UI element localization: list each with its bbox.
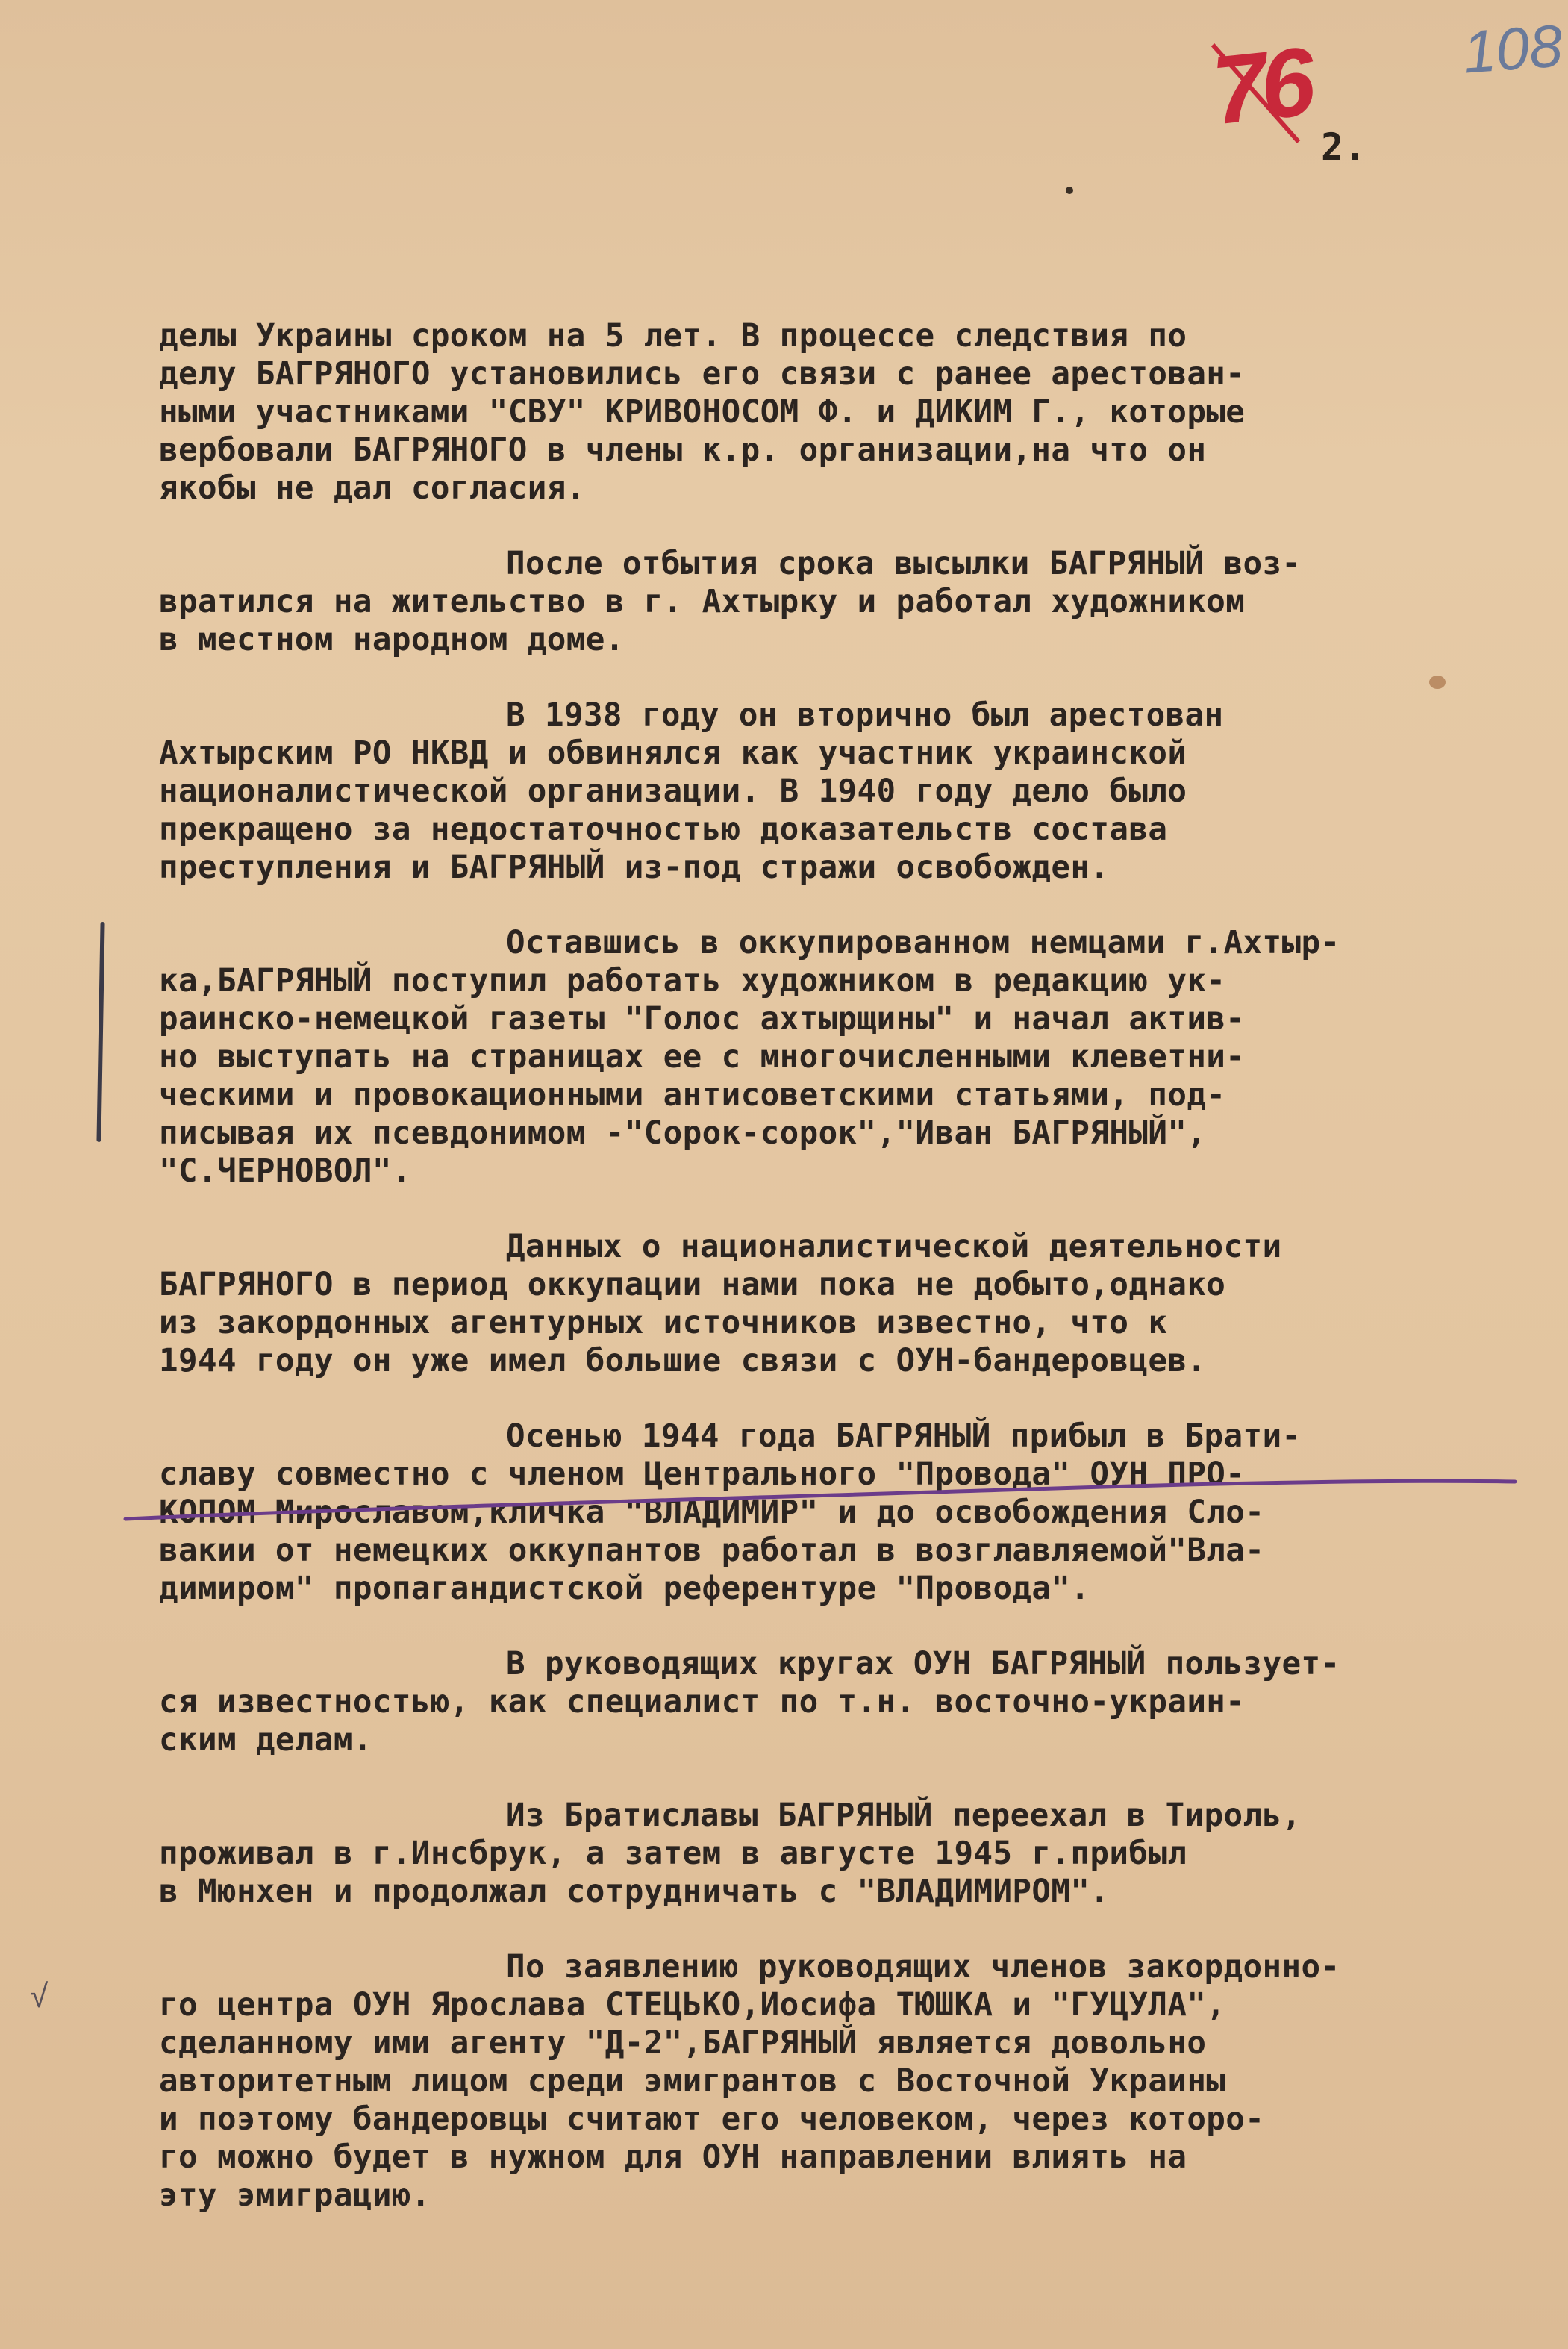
text-line <box>159 1456 1536 1494</box>
text-line <box>159 1417 1536 1456</box>
paragraph <box>159 545 1536 659</box>
line-text: писывая их псевдонимом -"Сорок-сорок","Иван БАГРЯНЫЙ", <box>159 1115 1207 1152</box>
line-text: сделанному ими агенту "Д-2",БАГРЯНЫЙ является довольно <box>159 2025 1207 2062</box>
line-text: Осенью 1944 года БАГРЯНЫЙ прибыл в Брати- <box>506 1418 1302 1455</box>
text-line <box>159 696 1536 734</box>
text-line <box>159 1304 1536 1342</box>
paragraph <box>159 1228 1536 1380</box>
page-number: 2. <box>1321 125 1366 169</box>
text-line <box>159 1152 1536 1191</box>
ink-dot <box>1066 187 1073 194</box>
text-line <box>159 962 1536 1000</box>
text-line <box>159 1114 1536 1152</box>
line-text: Из Братиславы БАГРЯНЫЙ переехал в Тироль, <box>506 1797 1302 1834</box>
line-text: вакии от немецких оккупантов работал в возглавляемой"Вла- <box>159 1532 1265 1569</box>
text-line <box>159 1797 1536 1835</box>
text-line <box>159 1835 1536 1873</box>
line-text: но выступать на страницах ее с многочисленными клеветни- <box>159 1039 1246 1076</box>
text-line <box>159 545 1536 583</box>
paragraph <box>159 1948 1536 2215</box>
text-line <box>159 1228 1536 1266</box>
line-text: 1944 году он уже имел большие связи с ОУН-бандеровцев. <box>159 1343 1207 1379</box>
text-line <box>159 1266 1536 1304</box>
line-text: в местном народном доме. <box>159 622 625 658</box>
line-text: раинско-немецкой газеты "Голос ахтырщины" и начал актив- <box>159 1001 1246 1038</box>
paragraph <box>159 696 1536 887</box>
document-body <box>159 317 1536 2252</box>
line-text: делу БАГРЯНОГО установились его связи с ранее арестован- <box>159 356 1246 393</box>
text-line <box>159 393 1536 431</box>
text-line <box>159 317 1536 355</box>
line-text: проживал в г.Инсбрук, а затем в августе 1945 г.прибыл <box>159 1835 1187 1872</box>
paragraph <box>159 317 1536 508</box>
margin-marking-bar <box>96 922 104 1142</box>
paragraph <box>159 1797 1536 1911</box>
line-text: ка,БАГРЯНЫЙ поступил работать художником в редакцию ук- <box>159 963 1226 999</box>
paragraph <box>159 924 1536 1191</box>
text-line <box>159 431 1536 470</box>
line-text: вербовали БАГРЯНОГО в члены к.р. организации,на что он <box>159 432 1207 469</box>
text-line <box>159 2100 1536 2139</box>
text-line <box>159 1076 1536 1114</box>
line-text: авторитетным лицом среди эмигрантов с Восточной Украины <box>159 2063 1226 2100</box>
line-text: преступления и БАГРЯНЫЙ из-под стражи освобожден. <box>159 849 1110 886</box>
text-line <box>159 470 1536 508</box>
line-text: димиром" пропагандистской референтуре "Провода". <box>159 1570 1090 1607</box>
paragraph <box>159 1417 1536 1608</box>
line-text: В 1938 году он вторично был арестован <box>506 697 1224 734</box>
paragraph <box>159 1645 1536 1759</box>
line-text: По заявлению руководящих членов закордонно- <box>506 1949 1340 1985</box>
line-text: вратился на жительство в г. Ахтырку и работал художником <box>159 584 1246 620</box>
line-text: В руководящих кругах ОУН БАГРЯНЫЙ пользует- <box>506 1646 1340 1682</box>
line-text: Данных о националистической деятельности <box>506 1229 1282 1265</box>
line-text: прекращено за недостаточностью доказательств состава <box>159 811 1168 848</box>
text-line <box>159 811 1536 849</box>
line-text: "С.ЧЕРНОВОЛ". <box>159 1153 411 1190</box>
text-line <box>159 1986 1536 2024</box>
line-text: националистической организации. В 1940 году дело было <box>159 773 1187 810</box>
red-strike-mark <box>1209 37 1306 149</box>
text-line <box>159 773 1536 811</box>
text-line <box>159 1683 1536 1721</box>
line-text: ским делам. <box>159 1722 372 1759</box>
line-text: якобы не дал согласия. <box>159 470 586 507</box>
text-line <box>159 1494 1536 1532</box>
line-text: Ахтырским РО НКВД и обвинялся как участник украинской <box>159 735 1187 772</box>
line-text: и поэтому бандеровцы считают его человеком, через которо- <box>159 2101 1265 2138</box>
text-line <box>159 924 1536 962</box>
text-line <box>159 1873 1536 1911</box>
text-line <box>159 1645 1536 1683</box>
text-line <box>159 355 1536 393</box>
text-line <box>159 2139 1536 2177</box>
line-text: славу совместно с членом Центрального "Провода" ОУН ПРО- <box>159 1456 1246 1493</box>
text-line <box>159 1948 1536 1986</box>
text-line <box>159 2024 1536 2062</box>
line-text: После отбытия срока высылки БАГРЯНЫЙ воз- <box>506 546 1302 582</box>
line-text: в Мюнхен и продолжал сотрудничать с "ВЛАДИМИРОМ". <box>159 1874 1110 1910</box>
text-line <box>159 621 1536 659</box>
line-text: ными участниками "СВУ" КРИВОНОСОМ Ф. и ДИКИМ Г., которые <box>159 394 1246 431</box>
text-line <box>159 734 1536 773</box>
text-line <box>159 1000 1536 1038</box>
line-text: го центра ОУН Ярослава СТЕЦЬКО,Иосифа ТЮШКА и "ГУЦУЛА", <box>159 1987 1226 2024</box>
text-line <box>159 583 1536 621</box>
line-text: из закордонных агентурных источников известно, что к <box>159 1305 1168 1341</box>
line-text: делы Украины сроком на 5 лет. В процессе следствия по <box>159 318 1187 355</box>
line-text: го можно будет в нужном для ОУН направлении влиять на <box>159 2139 1187 2176</box>
text-line <box>159 849 1536 887</box>
line-text: КОПОМ Мирославом,кличка "ВЛАДИМИР" и до освобождения Сло- <box>159 1494 1265 1531</box>
text-line <box>159 1570 1536 1608</box>
text-line <box>159 1721 1536 1759</box>
text-line <box>159 2062 1536 2100</box>
line-text: Оставшись в оккупированном немцами г.Ахтыр- <box>506 925 1340 961</box>
margin-check-mark: √ <box>30 1978 49 2015</box>
text-line <box>159 1038 1536 1076</box>
archive-folio-number: 108 <box>1461 12 1565 86</box>
text-line <box>159 2177 1536 2215</box>
text-line <box>159 1532 1536 1570</box>
line-text: эту эмиграцию. <box>159 2177 431 2214</box>
text-line <box>159 1342 1536 1380</box>
line-text: БАГРЯНОГО в период оккупации нами пока не добыто,однако <box>159 1267 1226 1303</box>
line-text: ся известностью, как специалист по т.н. восточно-украин- <box>159 1684 1246 1721</box>
red-archive-number: 76 <box>1207 26 1314 146</box>
line-text: ческими и провокационными антисоветскими статьями, под- <box>159 1077 1226 1114</box>
